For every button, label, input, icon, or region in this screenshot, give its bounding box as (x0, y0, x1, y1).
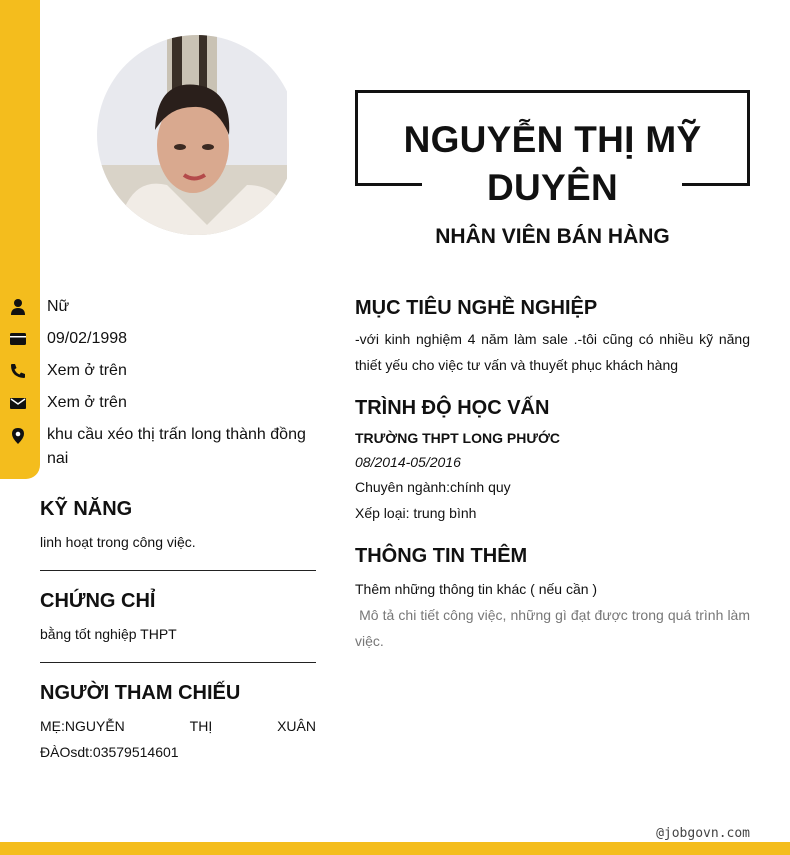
phone-icon (9, 362, 27, 380)
skills-text: linh hoạt trong công việc. (40, 534, 196, 550)
reference-word: THỊ (189, 718, 213, 734)
person-icon (9, 298, 27, 316)
reference-line-2: ĐÀOsdt:03579514601 (40, 744, 179, 760)
skills-heading: KỸ NĂNG (40, 498, 133, 520)
profile-photo (97, 35, 297, 235)
certificates-text: bằng tốt nghiệp THPT (40, 626, 177, 642)
watermark: @jobgovn.com (656, 826, 750, 841)
additional-line-1: Thêm những thông tin khác ( nếu cần ) (355, 581, 598, 597)
address-value: khu cầu xéo thị trấn long thành đồng nai (47, 426, 306, 467)
references-text (40, 713, 316, 765)
job-title: NHÂN VIÊN BÁN HÀNG (435, 225, 670, 248)
additional-heading: THÔNG TIN THÊM (355, 545, 528, 567)
accent-footer-bar (0, 842, 790, 855)
education-rank: Xếp loại: trung bình (355, 505, 477, 521)
school-name: TRƯỜNG THPT LONG PHƯỚC (355, 430, 560, 446)
certificates-divider (40, 662, 316, 663)
mail-icon (9, 394, 27, 412)
education-block (355, 426, 750, 526)
photo-crop-edge (287, 30, 307, 240)
skills-divider (40, 570, 316, 571)
candidate-name: NGUYỄN THỊ MỸ DUYÊN (403, 119, 702, 208)
additional-line-2: Mô tả chi tiết công việc, những gì đạt được trong quá trình làm việc. (355, 607, 754, 649)
calendar-icon (9, 330, 27, 348)
reference-line-1 (40, 713, 316, 739)
location-pin-icon (9, 427, 27, 445)
phone-value: Xem ở trên (47, 362, 127, 379)
education-heading: TRÌNH ĐỘ HỌC VẤN (355, 397, 550, 419)
reference-word: XUÂN (277, 718, 316, 734)
education-period: 08/2014-05/2016 (355, 454, 461, 470)
education-major: Chuyên ngành:chính quy (355, 479, 511, 495)
references-heading: NGƯỜI THAM CHIẾU (40, 682, 241, 704)
email-value: Xem ở trên (47, 394, 127, 411)
objective-heading: MỤC TIÊU NGHỀ NGHIỆP (355, 297, 598, 319)
gender-value: Nữ (47, 298, 70, 315)
reference-word: MẸ:NGUYỄN (40, 718, 125, 734)
certificates-heading: CHỨNG CHỈ (40, 590, 156, 612)
birthday-value: 09/02/1998 (47, 330, 128, 347)
objective-text: -với kinh nghiệm 4 năm làm sale .-tôi cũng có nhiều kỹ năng thiết yếu cho việc tư vấn và thuyết phục khách hàng (355, 331, 750, 373)
